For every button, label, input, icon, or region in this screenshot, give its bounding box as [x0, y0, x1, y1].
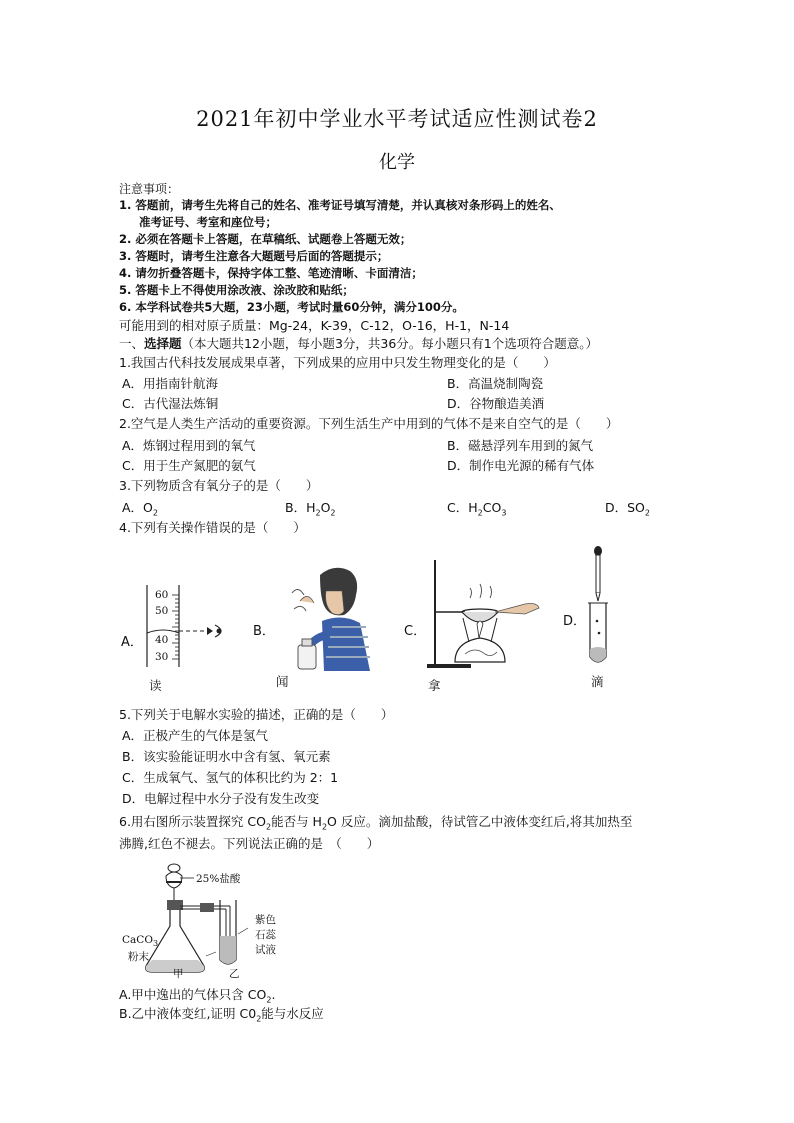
- q3-option-d: D．$SO_2$: [605, 500, 650, 518]
- question-3-stem: 3.下列物质含有氧分子的是（ ）: [119, 478, 319, 493]
- q4-label-a: A．: [121, 635, 143, 650]
- question-4-stem: 4.下列有关操作错误的是（ ）: [119, 520, 306, 535]
- notice-item-6: 6. 本学科试卷共5大题，23小题，考试时量60分钟，满分100分。: [119, 300, 464, 314]
- q3-option-c: C．$H_2CO_3$: [447, 500, 507, 518]
- q5-option-c: C．生成氧气、氢气的体积比约为 2：1: [122, 770, 339, 785]
- section-prefix: 一、: [119, 336, 145, 351]
- tick-60: 60: [155, 589, 169, 601]
- q2-option-c: C．用于生产氮肥的氨气: [122, 458, 256, 473]
- section-name: 选择题: [144, 336, 182, 351]
- question-2-stem: 2.空气是人类生产活动的重要资源。下列生活生产中用到的气体不是来自空气的是（ ）: [119, 416, 619, 431]
- q5-option-a: A．正极产生的气体是氢气: [122, 728, 269, 743]
- q6-option-b: B.乙中液体变红,证明 $C0_2$能与水反应: [119, 1006, 324, 1024]
- smelling-person-diagram: [282, 565, 377, 675]
- notice-item-5: 5. 答题卡上不得使用涂改液、涂改胶和贴纸；: [119, 283, 354, 297]
- notice-item-4: 4. 请勿折叠答题卡，保持字体工整、笔迹清晰、卡面清洁；: [119, 266, 423, 280]
- caption-take: 拿: [428, 678, 441, 693]
- caption-read: 读: [149, 678, 162, 693]
- question-5-stem: 5.下列关于电解水实验的描述，正确的是（ ）: [119, 707, 394, 722]
- litmus-label-3: 试液: [255, 944, 276, 956]
- caption-smell: 闻: [276, 674, 289, 689]
- notice-item-1-cont: 准考证号、考室和座位号；: [139, 215, 277, 229]
- litmus-label-2: 石蕊: [255, 929, 276, 941]
- q3-option-a: A．$O_2$: [122, 500, 158, 518]
- question-6-stem-line2: 沸腾,红色不褪去。下列说法正确的是 （ ）: [119, 836, 380, 851]
- atomic-masses: 可能用到的相对原子质量：Mg-24，K-39，C-12，O-16，H-1，N-14: [119, 318, 510, 333]
- q2-option-d: D．制作电光源的稀有气体: [447, 458, 595, 473]
- q2-option-a: A．炼钢过程用到的氧气: [122, 438, 256, 453]
- notice-item-2: 2. 必须在答题卡上答题，在草稿纸、试题卷上答题无效；: [119, 232, 412, 246]
- notice-item-3: 3. 答题时，请考生注意各大题题号后面的答题提示；: [119, 249, 389, 263]
- q4-label-b: B．: [253, 624, 275, 639]
- q4-label-c: C．: [404, 624, 427, 639]
- section-desc: （本大题共12小题，每小题3分，共36分。每小题只有1个选项符合题意。）: [181, 336, 598, 351]
- evaporating-dish-diagram: [425, 558, 545, 670]
- tick-40: 40: [155, 634, 169, 646]
- subject-title: 化学: [379, 152, 415, 173]
- q1-option-b: B．高温烧制陶瓷: [447, 376, 544, 391]
- q5-option-d: D．电解过程中水分子没有发生改变: [122, 791, 320, 806]
- tick-50: 50: [155, 605, 169, 617]
- q5-option-b: B．该实验能证明水中含有氢、氧元素: [122, 749, 331, 764]
- notice-heading: 注意事项：: [119, 182, 180, 196]
- question-6-stem-line1: 6.用右图所示装置探究 $CO_2$能否与 $H_2O$ 反应。滴加盐酸，待试管乙中液体变红后,将其加热至: [119, 814, 633, 832]
- q4-label-d: D．: [563, 614, 587, 629]
- page-title: 2021年初中学业水平考试适应性测试卷2: [196, 107, 598, 131]
- q6-option-a: A.甲中逸出的气体只含 $CO_2$.: [119, 987, 276, 1005]
- q1-option-a: A．用指南针航海: [122, 376, 219, 391]
- question-1-stem: 1.我国古代科技发展成果卓著，下列成果的应用中只发生物理变化的是（ ）: [119, 355, 556, 370]
- acid-label: 25%盐酸: [196, 873, 241, 885]
- litmus-label-1: 紫色: [255, 914, 276, 926]
- q1-option-d: D．谷物酿造美酒: [447, 396, 545, 411]
- notice-item-1: 1. 答题前，请考生先将自己的姓名、准考证号填写清楚，并认真核对条形码上的姓名、: [119, 198, 561, 212]
- q1-option-c: C．古代湿法炼铜: [122, 396, 219, 411]
- q2-option-b: B．磁悬浮列车用到的氮气: [447, 438, 594, 453]
- tube-yi-label: 乙: [229, 968, 240, 980]
- section-heading: [119, 334, 598, 352]
- q3-option-b: B．$H_2O_2$: [285, 500, 336, 518]
- tick-30: 30: [155, 651, 169, 663]
- caption-drop: 滴: [591, 674, 604, 689]
- flask-jia-label: 甲: [173, 968, 184, 980]
- caco3-label: CaCO$_3$: [122, 934, 159, 949]
- powder-label: 粉末: [128, 951, 149, 963]
- dropper-test-tube-diagram: [584, 545, 614, 670]
